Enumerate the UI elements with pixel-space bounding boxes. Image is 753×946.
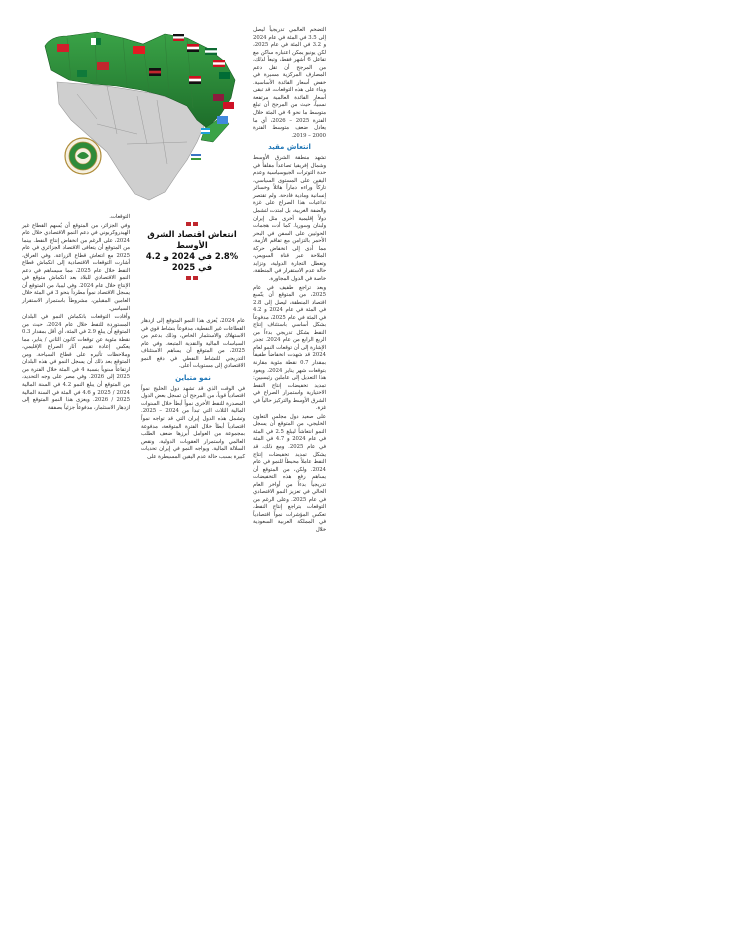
paragraph: في الوقت الذي قد تشهد دول الخليج نمواً اقتصادياً قوياً، من المرجح أن تسجل بعض الدول المصدرة للنفط الأخرى نمواً أبطأ خلال السنوات المالية الثلاث التي تبدأ من 2024 – 2025. وتشمل هذه الدول إيران التي قد تواجه نمواً اقتصادياً أبطأ خلال الفترة المتوقعة، مدفوعة بمجموعة من العوامل أبرزها ضعف الطلب العالمي واستمرار العقوبات الدولية، ونقص السلالة المالية. ويواجه النمو في إيران تحديات كبيرة بسبب حالة عدم اليقين المسيطرة على xyxy=(141,385,245,460)
paragraph: التضخم العالمي تدريجياً ليصل إلى 3.5 في المئة في عام 2024 و 3.2 في المئة في عام 2025، لكن يونيو يمكن اعتباره ساكن مع تفاعل 6 أشهر فقط، وتبعاً لذلك، من المرجح أن تقل دعم المصارف المركزية مسيرة في خفض أسعار الفائدة الأساسية. وبناء على هذه التوقعات، قد تبقى أسعار الفائدة العالمية مرتفعة نسبياً، حيث من المرجح أن تبلغ متوسط ما نحو 4 في المئة خلال الفترة 2025 – 2026، أي ما يعادل ضعف متوسط الفترة 2000 – 2019. xyxy=(253,27,326,139)
paragraph: وأفادت التوقعات بانكماش النمو في البلدان المستوردة للنفط خلال عام 2024، حيث من المتوقع أن يبلغ 2.9 في المئة، أي أقل بمقدار 0.3 نقطة مئوية عن توقعات كانون الثاني / يناير، مما يعكس إعادة تقييم آثار الصراع الإقليمي، وملاحظات تأثيره على قطاع السياحة. ومن المتوقع بعد ذلك أن يسجل النمو في هذه البلدان ارتفاعاً سنوياً بنسبة 4 في المئة خلال الفترة من 2025 إلى 2026. وفي مصر على وجه التحديد، من المتوقع أن يبلغ النمو 4.2 في السنة المالية 2024 / 2025 و 4.6 في المئة في السنة المالية 2025 / 2026. ويعزى هذا النمو المتوقع إلى ازدهار الاستثمار، مدفوعاً جزئياً بصفقة xyxy=(22,314,131,411)
paragraph: وبعد تراجع طفيف في عام 2025، من المتوقع أن يتّسع اقتصاد المنطقة، ليصل إلى 2.8 في المئة في عام 2024 و 4.2 في المئة في عام 2025، مدفوعاً بشكل أساسي باستئناف إنتاج النفط بشكل تدريجي بدءاً من الربع الرابع من عام 2024. تجدر الإشارة إلى أن توقعات النمو لعام 2024 قد شهدت انخفاضاً طفيفاً بمقدار 0.7 نقطة مئوية مقارنة بتوقعات شهر يناير 2024، ويعود هذا التعديل إلى عاملين رئيسيين: تمديد تخفيضات إنتاج النفط الاختيارية واستمرار الصراع في الشرق الأوسط والتركيز حالياً في غزة. xyxy=(253,284,327,412)
headline-line-1: انتعاش اقتصاد الشرق الأوسط xyxy=(147,229,237,250)
arab-world-map-illustration xyxy=(37,24,243,204)
right-column xyxy=(253,27,326,536)
paragraph: عام 2024، يُعزى هذا النمو المتوقع إلى ازدهار القطاعات غير النفطية، مدفوعاً بنشاط قوي في الاستهلاك والاستثمار الخاص، وذلك بدعم من السياسات المالية والنقدية المتبعة. وفي عام 2025، من المتوقع أن يساهم الاستئناف التدريجي للنشاط النفطي في دفع النمو الاقتصادي إلى مستويات أعلى. xyxy=(141,318,245,370)
headline-line-2: 2.8% في 2024 و 4.2 في 2025 xyxy=(145,251,239,272)
paragraph: وفي الجزائر، من المتوقع أن يُسهم القطاع غير الهيدروكربوني في دعم النمو الاقتصادي خلال عام 2024، على الرغم من انخفاض إنتاج النفط. بينما من المتوقع أن يتعافى الاقتصاد الجزائري في عام 2025 مع انتعاش قطاع الزراعة. وفي العراق، أشارت التوقعات الاقتصادية إلى انكماش قطاع النفط خلال عام 2025، مما سيساهم في دعم النمو الاقتصادي للبلاد بعد انكماش متوقع في الإنتاج خلال عام 2024. وفي ليبيا، من المتوقع أن يسجل الاقتصاد نمواً مطرداً بنحو 3 في المئة خلال العامين المقبلين، مشروطاً باستمرار الاستقرار السياسي. xyxy=(22,222,130,312)
headline-block xyxy=(140,222,244,280)
left-column xyxy=(22,214,130,413)
headline-bottom-marks xyxy=(140,276,244,280)
subhead-divergent-growth: نمو متباين xyxy=(175,373,211,382)
headline-top-marks xyxy=(140,222,244,226)
subhead-restrained-recovery: انتعاش مقيد xyxy=(268,143,311,152)
map-svg xyxy=(37,24,243,204)
arab-league-emblem xyxy=(65,138,101,174)
paragraph: تشهد منطقة الشرق الأوسط وشمال إفريقيا تصاعداً مقلقاً في حدة التوترات الجيوسياسية وعدم اليقين على المستوى السياسي، تاركاً وراءه دماراً هائلاً وخسائر إنسانية ومادية فادحة. ولم تقتصر تداعيات هذا الصراع على غزة والضفة الغربية، بل امتدت لتشمل دولاً إقليمية أخرى مثل إيران ولبنان وسوريا. كما أدت هجمات الحوثيين على السفن في البحر الأحمر بالتزامن مع تفاقم الأزمة، مما أدى إلى انخفاض حركة الملاحة عبر قناة السويس، وتعطل التجارة الدولية، وتزايد حالة عدم الاستقرار في المنطقة، خاصة في الدول المجاورة. xyxy=(253,155,326,282)
middle-column xyxy=(141,318,245,462)
paragraph: على صعيد دول مجلس التعاون الخليجي، من المتوقع أن يسجل النمو انتعاشاً ليبلغ 2.5 في المئة في عام 2024 و 4.7 في المئة في عام 2025. ومع ذلك، قد يشكل تمديد تخفيضات إنتاج النفط عاملاً محبطاً للنمو في عام 2024. ولكن، من المتوقع أن يساهم رفع هذه التخفيضات تدريجياً بدءاً من أواخر العام الحالي في تعزيز النمو الاقتصادي في عام 2025. وعلى الرغم من التوقعات بتراجع إنتاج النفط، تعكس المؤشرات نمواً اقتصادياً في المملكة العربية السعودية خلال xyxy=(253,413,327,533)
paragraph: التوقعات. xyxy=(109,214,130,220)
headline xyxy=(140,229,244,273)
